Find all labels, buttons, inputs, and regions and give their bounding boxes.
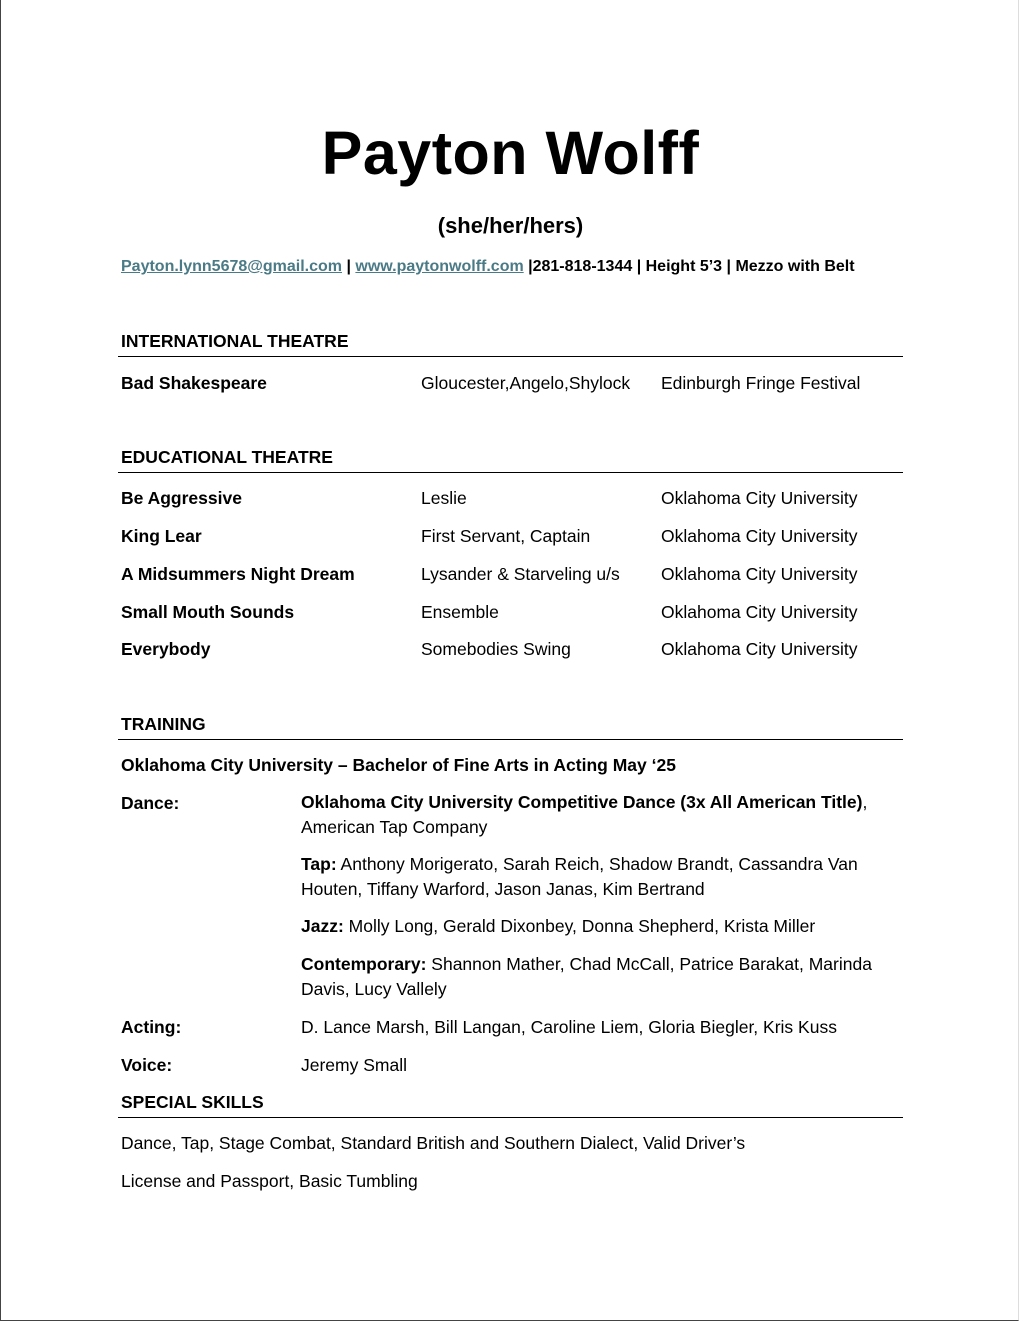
venue: Oklahoma City University	[661, 564, 858, 584]
tap-label: Tap:	[301, 854, 337, 874]
role: Ensemble	[421, 602, 499, 622]
dance-team-rest: , American Tap Company	[301, 792, 868, 837]
venue: Oklahoma City University	[661, 488, 858, 508]
show-title: Be Aggressive	[121, 488, 242, 508]
show-title: King Lear	[121, 526, 202, 546]
venue: Oklahoma City University	[661, 602, 858, 622]
section-heading-international: INTERNATIONAL THEATRE	[121, 331, 349, 351]
website-link[interactable]: www.paytonwolff.com	[355, 258, 524, 275]
venue: Oklahoma City University	[661, 639, 858, 659]
venue: Edinburgh Fringe Festival	[661, 373, 861, 393]
acting-teachers: D. Lance Marsh, Bill Langan, Caroline Liem, Gloria Biegler, Kris Kuss	[301, 1017, 837, 1037]
voice-teachers: Jeremy Small	[301, 1055, 407, 1075]
jazz-label: Jazz:	[301, 916, 344, 936]
tap-teachers	[301, 852, 903, 902]
dance-label: Dance:	[121, 793, 180, 813]
contact-line	[121, 258, 855, 276]
pronouns: (she/her/hers)	[437, 213, 584, 238]
role: Somebodies Swing	[421, 639, 571, 659]
jazz-teachers	[301, 914, 903, 939]
contact-details: |281-818-1344 | Height 5’3 | Mezzo with Belt	[523, 258, 855, 275]
section-heading-skills: SPECIAL SKILLS	[121, 1092, 264, 1112]
contemporary-text: Shannon Mather, Chad McCall, Patrice Barakat, Marinda Davis, Lucy Vallely	[301, 954, 872, 999]
show-title: Small Mouth Sounds	[121, 602, 295, 622]
show-title: Everybody	[121, 639, 211, 659]
venue: Oklahoma City University	[661, 526, 858, 546]
role: First Servant, Captain	[421, 526, 591, 546]
voice-label: Voice:	[121, 1055, 173, 1075]
section-heading-training: TRAINING	[121, 714, 206, 734]
acting-label: Acting:	[121, 1017, 182, 1037]
degree-line: Oklahoma City University – Bachelor of Fine Arts in Acting May ‘25	[121, 755, 676, 775]
section-divider	[118, 472, 903, 473]
role: Leslie	[421, 488, 467, 508]
skills-line-2: License and Passport, Basic Tumbling	[121, 1171, 418, 1191]
resume-name: Payton Wolff	[321, 119, 700, 187]
section-divider	[118, 739, 903, 740]
section-heading-educational: EDUCATIONAL THEATRE	[121, 447, 333, 467]
email-link[interactable]: Payton.lynn5678@gmail.com	[121, 258, 343, 275]
skills-line-1: Dance, Tap, Stage Combat, Standard British and Southern Dialect, Valid Driver’s	[121, 1133, 746, 1153]
section-divider	[118, 356, 903, 357]
show-title: Bad Shakespeare	[121, 373, 267, 393]
contemporary-label: Contemporary:	[301, 954, 427, 974]
dance-team-bold: Oklahoma City University Competitive Dance (3x All American Title)	[301, 792, 863, 812]
contemporary-teachers	[301, 952, 903, 1002]
role: Lysander & Starveling u/s	[421, 564, 620, 584]
tap-text: Anthony Morigerato, Sarah Reich, Shadow Brandt, Cassandra Van Houten, Tiffany Warford, Jason Janas, Kim Bertrand	[301, 854, 858, 899]
dance-teams	[301, 790, 903, 840]
role: Gloucester,Angelo,Shylock	[421, 373, 631, 393]
section-divider	[118, 1117, 903, 1118]
contact-separator: |	[342, 258, 356, 275]
show-title: A Midsummers Night Dream	[121, 564, 355, 584]
jazz-text: Molly Long, Gerald Dixonbey, Donna Shepherd, Krista Miller	[343, 916, 816, 936]
